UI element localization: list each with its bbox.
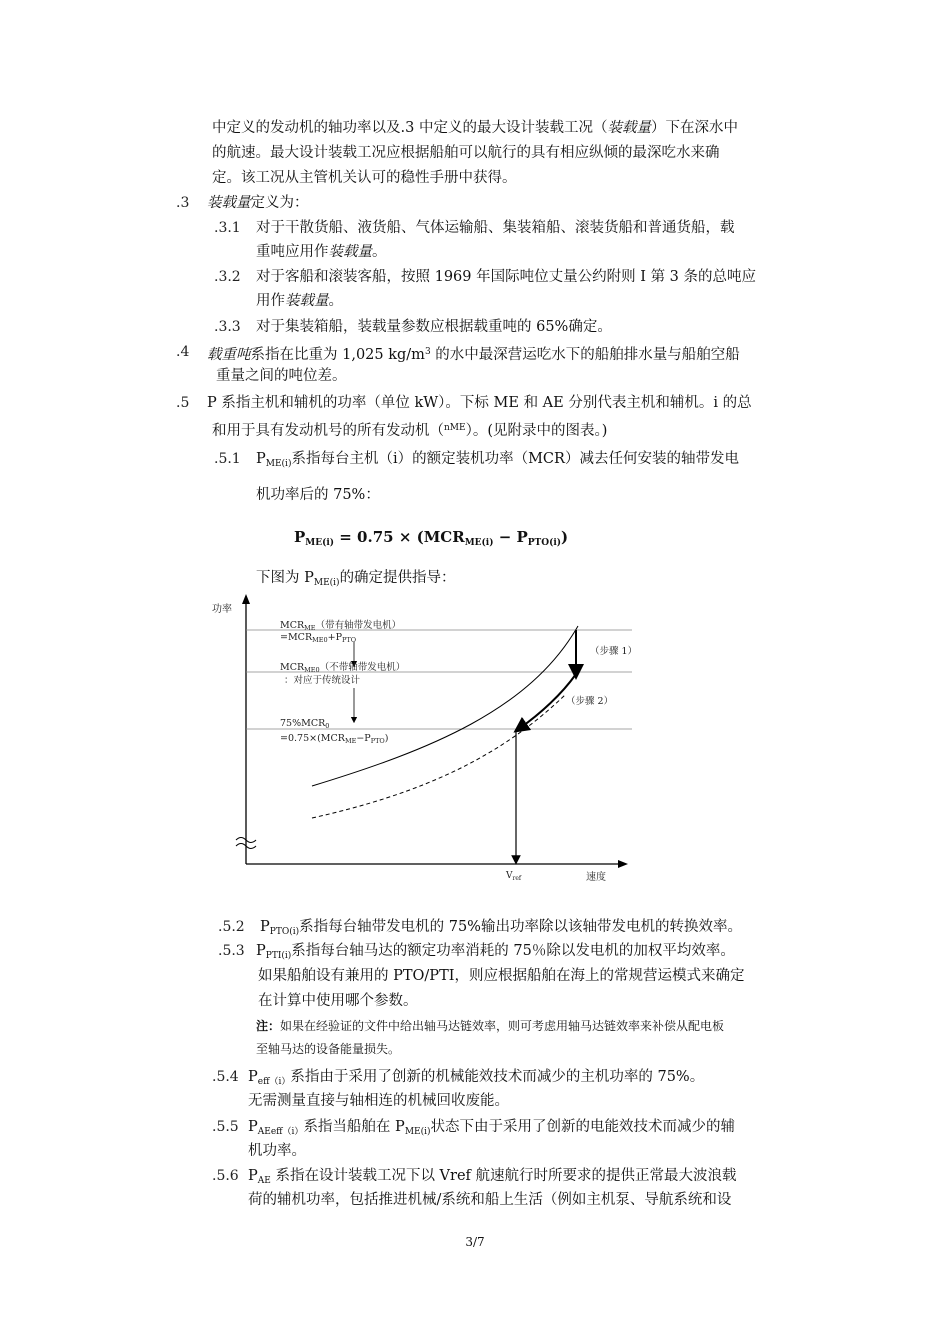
x-axis-label: 速度 xyxy=(586,872,606,883)
section-4-line-1: 载重吨系指在比重为 1,025 $kg/m^3$ 的水中最深营运吃水下的船舶排水量与船舶空船 xyxy=(207,347,740,363)
traditional-design-label: ：对应于传统设计 xyxy=(284,675,361,686)
section-3-3-number: .3.3 xyxy=(214,319,241,335)
curve-conventional xyxy=(312,694,566,818)
mcr-me0-pto-label: $=MCR_{ME0}+P_{PTO}$ xyxy=(280,632,357,644)
section-5-3-line-3: 在计算中使用哪个参数。 xyxy=(258,993,418,1009)
diagram-guide-text: 下图为 $P_{ME(i)}$的确定提供指导： xyxy=(256,570,456,588)
intro-line-2: 的航速。最大设计装载工况应根据船舶可以航行的具有相应纵倾的最深吃水来确 xyxy=(212,145,720,161)
y-axis-arrow xyxy=(242,594,250,604)
section-4-line-2: 重量之间的吨位差。 xyxy=(216,368,347,384)
vref-label: $V_{ref}$ xyxy=(506,871,522,882)
section-5-6-line-2: 荷的辅机功率，包括推进机械/系统和船上生活（例如主机泵、导航系统和设 xyxy=(248,1192,732,1208)
section-3-2-line-2: 用作装载量。 xyxy=(256,293,343,309)
section-5-line-2: 和用于具有发动机号的所有发动机（$^{nME}$）。(见附录中的图表。) xyxy=(212,423,608,439)
note-line-2: 至轴马达的设备能量损失。 xyxy=(256,1042,401,1056)
section-5-2-line-1: $P_{PTO(i)}$系指每台轴带发电机的 75%输出功率除以该轴带发电机的转换效率。 xyxy=(260,919,742,937)
section-5-6-line-1: $P_{AE}$ 系指在设计装载工况下以 Vref 航速航行时所要求的提供正常最大波浪载 xyxy=(248,1168,737,1186)
section-5-5-line-2: 机功率。 xyxy=(248,1143,306,1159)
section-3-1-number: .3.1 xyxy=(214,220,241,236)
section-4-number: .4 xyxy=(176,344,190,360)
section-3-number: .3 xyxy=(176,195,190,211)
section-5-1-line-1: $P_{ME(i)}$系指每台主机（i）的额定装机功率（MCR）减去任何安装的轴带发电 xyxy=(256,451,739,469)
section-5-6-number: .5.6 xyxy=(212,1168,239,1184)
mcr-me-label: $MCR_{ME}$（带有轴带发电机） xyxy=(280,620,402,632)
section-3-1-line-2: 重吨应用作装载量。 xyxy=(256,244,387,260)
intro-line-1: 中定义的发动机的轴功率以及.3 中定义的最大设计装载工况（装载量）下在深水中 xyxy=(212,120,738,136)
section-5-line-1: P 系指主机和辅机的功率（单位 kW）。下标 ME 和 AE 分别代表主机和辅机。i 的总 xyxy=(207,395,752,411)
section-5-1-number: .5.1 xyxy=(214,451,241,467)
section-5-3-line-1: $P_{PTI(i)}$系指每台轴马达的额定功率消耗的 75％除以发电机的加权平均效率。 xyxy=(256,943,735,961)
step-1-label: （步骤 1） xyxy=(590,646,638,657)
section-5-2-number: .5.2 xyxy=(218,919,245,935)
section-3-3-line-1: 对于集装箱船，装载量参数应根据载重吨的 65%确定。 xyxy=(256,319,612,335)
section-5-5-number: .5.5 xyxy=(212,1119,239,1135)
section-3-title: 装载量定义为： xyxy=(207,195,309,211)
formula-pme: $P_{ME(i)} = 0.75 \times (MCR_{ME(i)} - P_{PTO(i)})$ xyxy=(294,528,569,548)
x-axis-arrow xyxy=(618,860,628,868)
mcr-me0-label: $MCR_{ME0}$（不带轴带发电机） xyxy=(280,662,406,674)
section-5-1-line-2: 机功率后的 75%： xyxy=(256,487,380,503)
y-axis-label: 功率 xyxy=(212,604,232,615)
section-5-4-line-1: $P_{eff(i)}$系指由于采用了创新的机械能效技术而减少的主机功率的 75%。 xyxy=(248,1069,705,1087)
step-2-label: （步骤 2） xyxy=(566,696,614,707)
p75-mcr0-label: $75\%MCR_0$ xyxy=(280,718,330,730)
section-5-4-number: .5.4 xyxy=(212,1069,239,1085)
intro-line-3: 定。该工况从主管机关认可的稳性手册中获得。 xyxy=(212,170,517,186)
section-5-4-line-2: 无需测量直接与轴相连的机械回收废能。 xyxy=(248,1093,509,1109)
power-speed-diagram xyxy=(200,590,640,885)
section-5-number: .5 xyxy=(176,395,190,411)
page-number: 3/7 xyxy=(465,1235,485,1249)
section-5-3-number: .5.3 xyxy=(218,943,245,959)
section-3-2-number: .3.2 xyxy=(214,269,241,285)
p75-formula-label: $=0.75\times(MCR_{ME}-P_{PTO})$ xyxy=(280,733,389,745)
section-3-1-line-1: 对于干散货船、液货船、气体运输船、集装箱船、滚装货船和普通货船，载 xyxy=(256,220,735,236)
section-5-5-line-1: $P_{AEeff(i)}$系指当船舶在 $P_{ME(i)}$状态下由于采用了创新的电能效技术而减少的辅 xyxy=(248,1119,735,1137)
section-5-3-line-2: 如果船舶设有兼用的 PTO/PTI，则应根据船舶在海上的常规营运模式来确定 xyxy=(258,968,745,984)
section-3-2-line-1: 对于客船和滚装客船，按照 1969 年国际吨位丈量公约附则 I 第 3 条的总吨应 xyxy=(256,269,757,285)
note-line-1: 注：如果在经验证的文件中给出轴马达链效率，则可考虑用轴马达链效率来补偿从配电板 xyxy=(256,1019,725,1033)
curve-with-pto xyxy=(312,626,578,786)
